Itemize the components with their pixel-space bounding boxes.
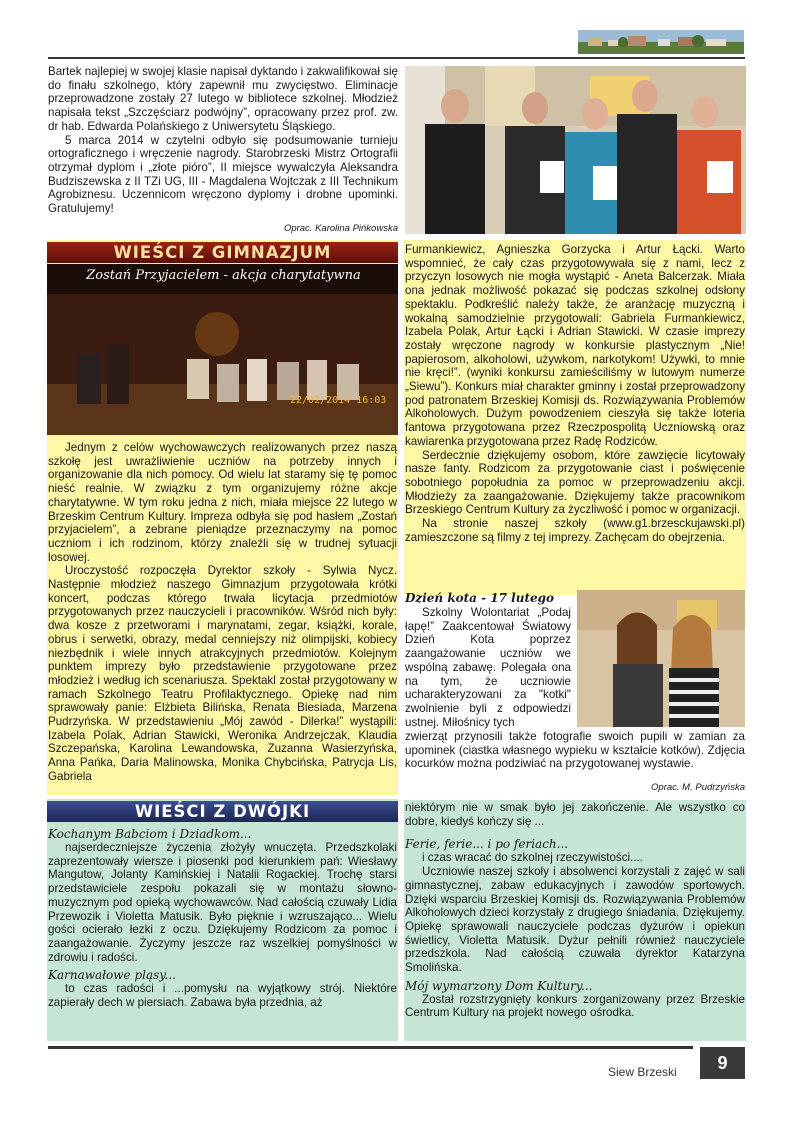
cat-day-caption: Oprac. M. Pudrzyńska [651,782,745,793]
gimnazjum-right-p3: Na stronie naszej szkoły (www.g1.brzesckujawski.pl) zamieszczone są filmy z tej imprezy. Zachęcam do obejrzenia. [405,517,745,544]
magazine-title: Siew Brzeski [608,1065,677,1079]
top-caption: Oprac. Karolina Pińkowska [283,223,398,234]
charity-concert-photo [47,264,398,435]
header-rule [48,57,745,59]
top-article-p1: Bartek najlepiej w swojej klasie napisał dyktando i zakwalifikował się do finału szkolnego, który zapewnił mu zwycięstwo. Eliminacje przeprowadzone zostały 27 lutego w bibliotece szkolnej. Młodzież napisała tekst „Szczęściarz podwójny”, opracowany przez prof. zw. dr hab. Edwarda Polańskiego z Uniwersytetu Śląskiego. [48,65,398,133]
top-article-p2: 5 marca 2014 w czytelni odbyło się podsumowanie turnieju ortograficznego i wręczenie nagrody. Starobrzeski Mistrz Ortografii otrzymał dyplom i „złote pióro”, II miejsce wywalczyła Aleksandra Budziszewska z II TZi UG, III - Magdalena Wojtczak z III Technikum Agrobiznesu. Uczennicom wręczono dyplomy i drobne upominki. Gratulujemy! [48,133,398,216]
charity-photo-title: Zostań Przyjacielem - akcja charytatywna [86,268,361,283]
cat-day-title: Dzień kota - 17 lutego [405,591,555,605]
award-photo [405,66,746,234]
gimnazjum-left-text [48,441,397,784]
carnival-heading: Karnawałowe pląsy... [48,968,176,983]
dwojka-right-col [405,801,745,1020]
dwojka-left-col [48,827,397,1010]
gimnazjum-section-title: WIEŚCI Z GIMNAZJUM [47,242,398,263]
gimnazjum-left-p1: Jednym z celów wychowawczych realizowanych przez naszą szkołę jest uwrażliwienie uczniów na potrzeby innych i organizowanie dla nich pomocy. Od wielu lat staramy się tę pomoc nieść realnie. W związku z tym organizujemy różne akcje charytatywne. W tym roku jedna z nich, miała miejsce 22 lutego w Brzeskim Centrum Kultury. Impreza odbyła się pod hasłem „Zostań przyjacielem”, a zebrane pieniądze przeznaczymy na pomoc uczniom i ich rodzinom, którzy znaleźli się w trudnej sytuacji losowej. [48,441,397,564]
gimnazjum-right-text [405,243,745,544]
carnival-text-cont: niektórym nie w smak było jej zakończenie. Ale wszystko co dobre, kiedyś kończy się ... [405,801,745,828]
footer-rule [48,1046,693,1049]
culture-house-text: Został rozstrzygnięty konkurs zorganizowany przez Brzeskie Centrum Kultury na projekt nowego ośrodka. [405,992,745,1020]
page-number: 9 [700,1047,745,1079]
village-banner-image [578,30,744,54]
carnival-text: to czas radości i ...pomysłu na wyjątkowy strój. Niektóre zapierały dech w piersiach. Zabawa była przednia, aż [48,982,397,1010]
charity-photo-timestamp: 22/02/2014 16:03 [290,395,387,406]
gimnazjum-left-p2: Uroczystość rozpoczęła Dyrektor szkoły - Sylwia Nycz. Następnie młodzież naszego Gimnazjum przygotowała krótki koncert, podczas którego trwała licytacja przedmiotów przygotowanych przez nauczycieli i pracowników. Wśród nich były: dwa kosze z przetworami i marynatami, zegar, książki, korale, obrus i serwetki, obrazy, medal cenniejszy niż olimpijski, kobiecy niezbędnik i wiele innych atrakcyjnych przedmiotów. Kolejnym punktem imprezy było przedstawienie przygotowane przez młodzież i według ich scenariusza. Spektakl został przygotowany w ramach Szkolnego Teatru Profilaktycznego. Opiekę nad nim sprawowały panie: Elżbieta Bilińska, Renata Biesiada, Marzena Pudrzyńska. W przedstawieniu „Mój zawód - Dilerka!” wystąpili: Izabela Polak, Adrian Stawicki, Weronika Andrzejczak, Klaudia Szczepańska, Karolina Lewandowska, Zuzanna Wasierzyńska, Anna Pańka, Daria Malinowska, Monika Chybcińska, Patrycja Lis, Gabriela [48,564,397,783]
cat-day-photo [577,590,745,727]
winter-break-text: Uczniowie naszej szkoły i absolwenci korzystali z zajęć w sali gimnastycznej, zabaw edukacyjnych i zawodów sportowych. Dzięki wsparciu Brzeskiej Komisji ds. Rozwiązywania Problemów Alkoholowych dzieci korzystały z drugiego śniadania. Dziękujemy. Opiekę sprawowali nauczyciele podczas dyżurów i opiekun świetlicy, Violetta Matusik. Dyżur pełnili również nauczyciele przedszkola. Nad całością czuwała dyrektor Katarzyna Smolińska. [405,865,745,975]
grandparents-heading: Kochanym Babciom i Dziadkom... [48,827,252,841]
grandparents-text: najserdeczniejsze życzenia złożyły wnuczęta. Przedszkolaki zaprezentowały wiersze i piosenki pod kierunkiem pań: Wiesławy Mangutow, Jolanty Kamińskiej i Natalii Rogackiej. Trochę starsi przedstawiciele zespołu pokazali się w montażu słowno-muzycznym pod opieką wychowawców. Nad całością czuwały Lidia Przewozik i Violetta Matusik. Było pięknie i wzruszająco... Wielu gości ocierało łezki z oczu. Dziękujemy Rodzicom za pomoc i zaangażowanie. Życzymy jeszcze raz wszelkiej pomyślności w zdrowiu i radości. [48,841,397,964]
dwojka-section-title: WIEŚCI Z DWÓJKI [47,801,398,822]
culture-house-heading: Mój wymarzony Dom Kultury... [405,978,593,993]
gimnazjum-right-p1: Furmankiewicz, Agnieszka Gorzycka i Artur Łącki. Warto wspomnieć, że cały czas przygotowywała się z nami, lecz z przyczyn losowych nie mogła wystąpić - Aneta Balcerzak. Miała ona jednak możliwość pokazać się podczas szkolnej odsłony spektaklu. Podkreślić należy także, że aranżację muzyczną i wokalną samodzielnie przygotowali: Gabriela Furmankiewicz, Izabela Polak, Artur Łącki i Adrian Stawicki. W czasie imprezy zostały wręczone nagrody w konkursie plastycznym „Nie! papierosom, alkoholowi, używkom, narkotykom! Używki, to mnie nie kręci!”. (wyniki konkursu zamieściliśmy w lutowym numerze „Siewu”). Konkurs miał charakter gminny i został przeprowadzony pod patronatem Brzeskiej Komisji ds. Rozwiązywania Problemów Alkoholowych. Dużym powodzeniem cieszyła się także loteria fantowa przygotowana przez Rzeczpospolitą Uczniowską oraz kawiarenka przygotowana przez Radę Rodziców. [405,243,745,448]
cat-day-text-wide: zwierząt przynosili także fotografie swoich pupili w zamian za upominek (ciastka własnego wypieku w kształcie kotków). Zdjęcia kocurków można podziwiać na przygotowanej wystawie. [405,730,745,771]
winter-break-heading: Ferie, ferie... i po feriach... [405,837,569,852]
winter-break-intro: i czas wracać do szkolnej rzeczywistości.... [422,851,643,865]
top-article [48,65,398,216]
cat-day-text-narrow: Szkolny Wolontariat „Podaj łapę!” Zaakcentował Światowy Dzień Kota poprzez zaangażowanie uczniów we wspólną zabawę. Polegała ona na tym, że uczniowie ucharakteryzowani za "kotki" zwolnienie byli z odpowiedzi ustnej. Miłośnicy tych [405,606,571,729]
gimnazjum-right-p2: Serdecznie dziękujemy osobom, które zawzięcie licytowały nasze fanty. Rodzicom za przygotowanie ciast i poświęcenie sobotniego popołudnia za pomoc w przeprowadzeniu akcji. Młodzieży za zaangażowanie. Dziękujemy także pracownikom Brzeskiego Centrum Kultury za życzliwość i pomoc w organizacji. [405,448,745,517]
